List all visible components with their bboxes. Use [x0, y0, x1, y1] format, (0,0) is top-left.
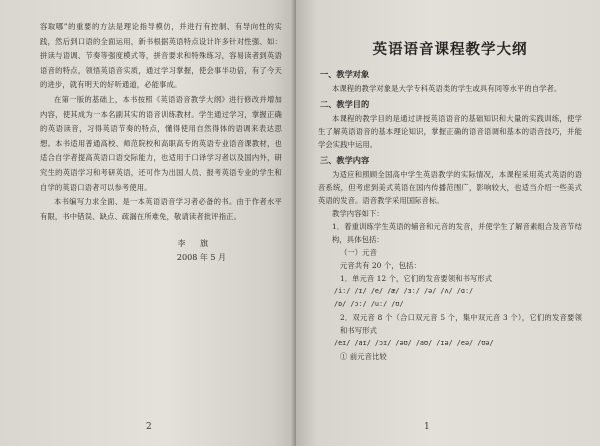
- monophthong-row-2: /ɒ/ /ɔː/ /uː/ /ʊ/: [334, 300, 404, 308]
- diphthong-row: /eɪ/ /aɪ/ /ɔɪ/ /əʊ/ /aʊ/ /ɪə/ /eə/ /ʊə/: [334, 339, 494, 347]
- signature-date: 2008 年 5 月: [176, 253, 226, 263]
- section-heading-purpose: 二、教学目的: [320, 99, 370, 109]
- right-page: [296, 0, 600, 446]
- page-number-right: 1: [424, 422, 430, 432]
- diphthongs-heading: 2．双元音 8 个（合口双元音 5 个，集中双元音 3 个），它们的发音要领和书写形式: [340, 313, 582, 335]
- section-text-content: 为适应和照顾全国高中学生英语教学的实际情况，本课程采用英式英语的语音系统，但考虑到美式英语在国内传播范围广，影响较大，也适当介绍一些美式英语的发音。语音教学采用国际音标。: [318, 170, 582, 205]
- contents-intro: 教学内容如下：: [332, 209, 384, 218]
- section-text-target: 本课程的教学对象是大学专科英语类的学生或具有同等水平的自学者。: [332, 84, 562, 93]
- vowel-total: 元音共有 20 个，包括：: [340, 261, 421, 270]
- left-paragraph-1: 容取哪”的重要的方法是理论指导模仿，并进行有控制、有导向性的实践，然后到口语的全面运用，新书根据英语特点设计许多针对性强、如：拼读与语调、节奏等强度模式等，拼音要求和特殊练习，容易读者到英语语音的特点，领悟英语音实质，通过学习掌握，使会事半功倍，有了今天的进步，就有明天的好听通道，必能事成。: [40, 22, 282, 90]
- author-signature: 李 旗: [177, 239, 214, 249]
- content-item-1: 1．着重训练学生英语的辅音和元音的发音，并使学生了解音素组合及音节结构，具体包括：: [332, 222, 582, 244]
- page-number-left: 2: [146, 422, 152, 432]
- monophthong-row-1: /iː/ /ɪ/ /e/ /æ/ /ɜː/ /ə/ /ʌ/ /ɑː/: [334, 287, 474, 295]
- left-paragraph-3: 本书编写力求全面、是一本英语语音学习者必备的书。由于作者水平有限，书中错误、缺点、疏漏在所难免，敬请读者批评指正。: [40, 197, 282, 221]
- section-heading-target: 一、教学对象: [320, 69, 370, 79]
- section-text-purpose: 本课程的教学目的是通过讲授英语语音的基础知识和大量的实践训练，使学生了解英语语音的基本理论知识，掌握正确的语音语调和基本的语音技巧，并能学会实践中运用。: [318, 114, 582, 149]
- left-page: [0, 0, 296, 446]
- syllabus-title: 英语语音课程教学大纲: [372, 42, 528, 58]
- left-paragraph-2: 在第一版的基础上，本书按照《英语语音教学大纲》进行修改并增加内容，使其成为一本名副其实的语音训练教材。学生通过学习，掌握正确的英语读音，习得英语节奏的特点，懂得使用自然得体的语调来表达思想。本书适用普通高校、师范院校和高职高专的英语专业语音课教材，也适合自学者提高英语口语交际能力，也适用于口译学习者以及国内外，研究生的英语学习和考研英语，还可作为出国人员、报考英语专业的学生和自学的英语口语者可以参考使用。: [40, 94, 282, 192]
- subsection-vowels: （一）元音: [340, 248, 377, 257]
- monophthongs-heading: 1．单元音 12 个，它们的发音要领和书写形式: [340, 274, 493, 283]
- section-heading-content: 三、教学内容: [320, 155, 370, 165]
- front-vowel-comparison: ① 前元音比较: [340, 352, 387, 361]
